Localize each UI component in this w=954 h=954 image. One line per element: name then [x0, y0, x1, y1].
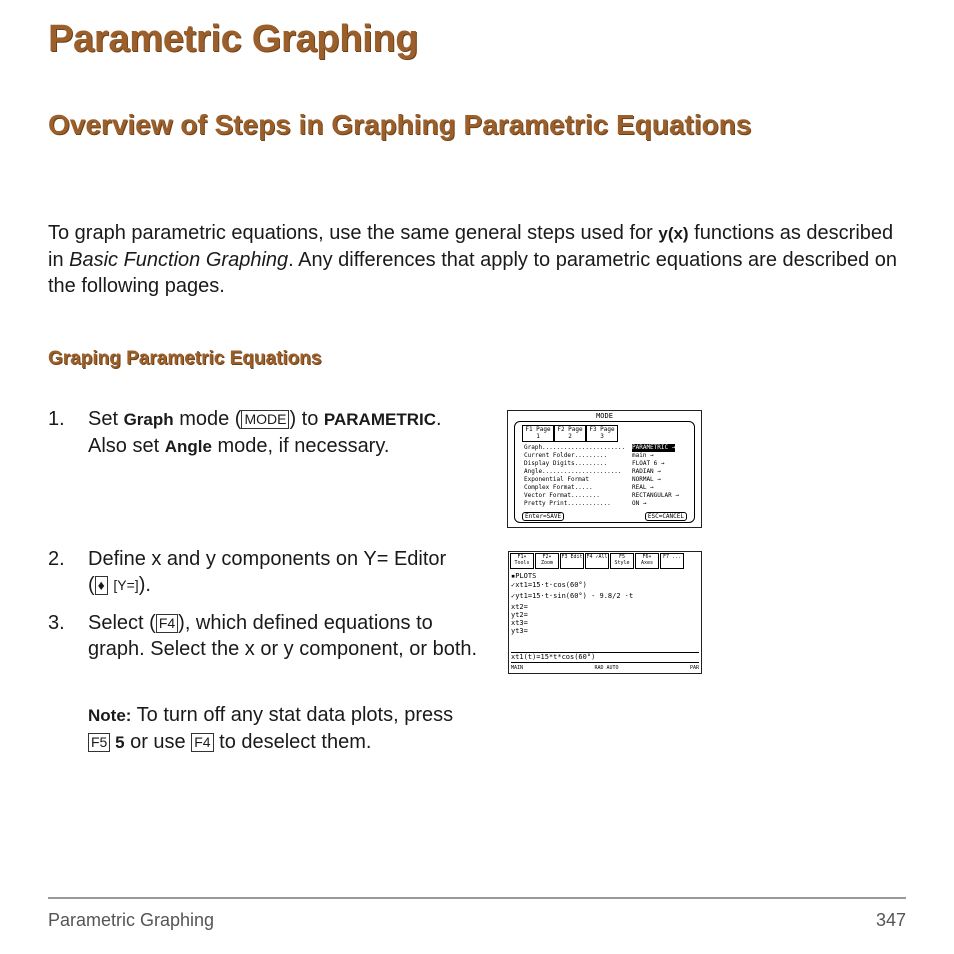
mode-row-key: Graph.......................	[524, 444, 626, 451]
yequals-key: [ Y= ]	[113, 572, 138, 598]
mode-row	[524, 468, 702, 476]
mode-row-value: REAL →	[632, 484, 654, 491]
plots-row: ▪PLOTS	[511, 572, 537, 580]
mode-row-value: NORMAL →	[632, 476, 661, 483]
entry-line: xt1(t)=15*t*cos(60°)	[511, 652, 699, 663]
mode-tab-page2: F2 Page 2	[554, 425, 586, 442]
mode-settings-list	[524, 444, 702, 508]
step-2-number: 2.	[48, 548, 65, 570]
diamond-key: ♦	[95, 576, 108, 595]
mode-row-value: RECTANGULAR →	[632, 492, 679, 499]
toolbar-tab: F4 ✓All	[585, 553, 609, 569]
toolbar-tab: F2▾ Zoom	[535, 553, 559, 569]
yeditor-screenshot	[508, 551, 702, 674]
mode-row-key: Angle......................	[524, 468, 622, 475]
yeditor-function-list	[511, 572, 701, 635]
mode-key: MODE	[241, 410, 289, 429]
toolbar-tab: F5 Style	[610, 553, 634, 569]
step-1-text	[88, 406, 498, 460]
mode-row-value: FLOAT 6 →	[632, 460, 665, 467]
function-row: ✓yt1=15·t·sin(60°) - 9.8/2 ·t	[511, 592, 634, 600]
esc-cancel-button: ESC=CANCEL	[645, 512, 687, 521]
intro-paragraph	[48, 220, 908, 299]
mode-row-value: RADIAN →	[632, 468, 661, 475]
toolbar-tab: F6▾ Axes	[635, 553, 659, 569]
status-mode: RAD AUTO	[594, 665, 619, 671]
step-1-parametric: PARAMETRIC	[323, 410, 436, 429]
step-1-f: .	[435, 408, 442, 430]
mode-row	[524, 492, 702, 500]
f5-key: F5	[88, 733, 110, 752]
status-bar	[511, 664, 699, 672]
mode-bottom-bar	[522, 512, 687, 521]
step-2-text	[88, 546, 498, 598]
toolbar-tab: F1▾ Tools	[510, 553, 534, 569]
mode-tab-page3: F3 Page 3	[586, 425, 618, 442]
step-1-angle: Angle	[164, 437, 212, 456]
page-title: Parametric Graphing	[48, 18, 419, 60]
mode-screenshot	[507, 410, 702, 528]
mode-row	[524, 460, 702, 468]
intro-text-2: functions as described in	[48, 222, 894, 271]
intro-text-1: To graph parametric equations, use the same general steps used for	[48, 222, 659, 244]
enter-save-button: Enter=SAVE	[522, 512, 564, 521]
step-1-a: Set	[88, 408, 124, 430]
toolbar-tab: F3 Edit	[560, 553, 584, 569]
mode-tab-page1: F1 Page 1	[522, 425, 554, 442]
note	[88, 702, 508, 756]
section-heading: Graping Parametric Equations	[48, 348, 322, 369]
mode-row-key: Complex Format.....	[524, 484, 593, 491]
toolbar-tab: F7 ...	[660, 553, 684, 569]
step-1-g: Also set	[88, 435, 165, 457]
f4-key-note: F4	[191, 733, 213, 752]
step-1-c: mode (	[173, 408, 242, 430]
intro-text-3: . Any differences that apply to parametric equations are described on the following pages.	[48, 249, 898, 297]
f4-key: F4	[156, 614, 178, 633]
yeditor-toolbar	[510, 553, 685, 569]
mode-row-value: main →	[632, 452, 654, 459]
note-five: 5	[110, 733, 125, 752]
mode-row-key: Vector Format........	[524, 492, 600, 499]
function-row: yt2=	[511, 611, 528, 619]
mode-row-value: ON →	[632, 500, 647, 507]
step-2-c: ).	[138, 574, 151, 596]
mode-row-key: Display Digits.........	[524, 460, 608, 467]
mode-tabs	[522, 425, 618, 442]
page-number: 347	[875, 910, 906, 930]
mode-dialog-title: MODE	[596, 412, 613, 420]
step-3-number: 3.	[48, 612, 65, 634]
step-1-number: 1.	[48, 408, 65, 430]
footer-chapter: Parametric Graphing	[48, 910, 215, 930]
intro-link-basic[interactable]: Basic Function Graphing	[69, 249, 289, 271]
step-2-a: Define x and y components on Y= Editor	[88, 548, 447, 570]
step-1-i: mode, if necessary.	[211, 435, 390, 457]
mode-row	[524, 476, 702, 484]
function-row: xt2=	[511, 603, 528, 611]
mode-row-key: Pretty Print............	[524, 500, 611, 507]
mode-row	[524, 452, 702, 460]
mode-row-value: PARAMETRIC →	[632, 444, 676, 451]
status-par: PAR	[689, 665, 699, 671]
page-subtitle: Overview of Steps in Graphing Parametric Equations	[48, 109, 752, 140]
step-3-a: Select (	[88, 612, 156, 634]
status-main: MAIN	[511, 665, 524, 671]
note-d: to deselect them.	[213, 731, 372, 753]
step-1-d: ) to	[289, 408, 324, 430]
mode-row	[524, 444, 702, 452]
mode-row	[524, 484, 702, 492]
step-3-text	[88, 610, 488, 662]
function-row: xt3=	[511, 619, 528, 627]
function-row: ✓xt1=15·t·cos(60°)	[511, 581, 587, 589]
step-1-graph: Graph	[123, 410, 174, 429]
mode-row-key: Current Folder.........	[524, 452, 608, 459]
function-row: yt3=	[511, 627, 528, 635]
note-label: Note:	[88, 706, 132, 725]
footer-divider	[48, 897, 906, 899]
step-3-b: ), which defined equations to graph. Select the x or y component, or both.	[88, 612, 478, 660]
mode-row-key: Exponential Format	[524, 476, 590, 483]
step-2-b: (	[88, 574, 95, 596]
note-a: To turn off any stat data plots, press	[131, 704, 454, 726]
note-c: or use	[124, 731, 192, 753]
mode-row	[524, 500, 702, 508]
intro-yx: y(x)	[658, 224, 689, 243]
